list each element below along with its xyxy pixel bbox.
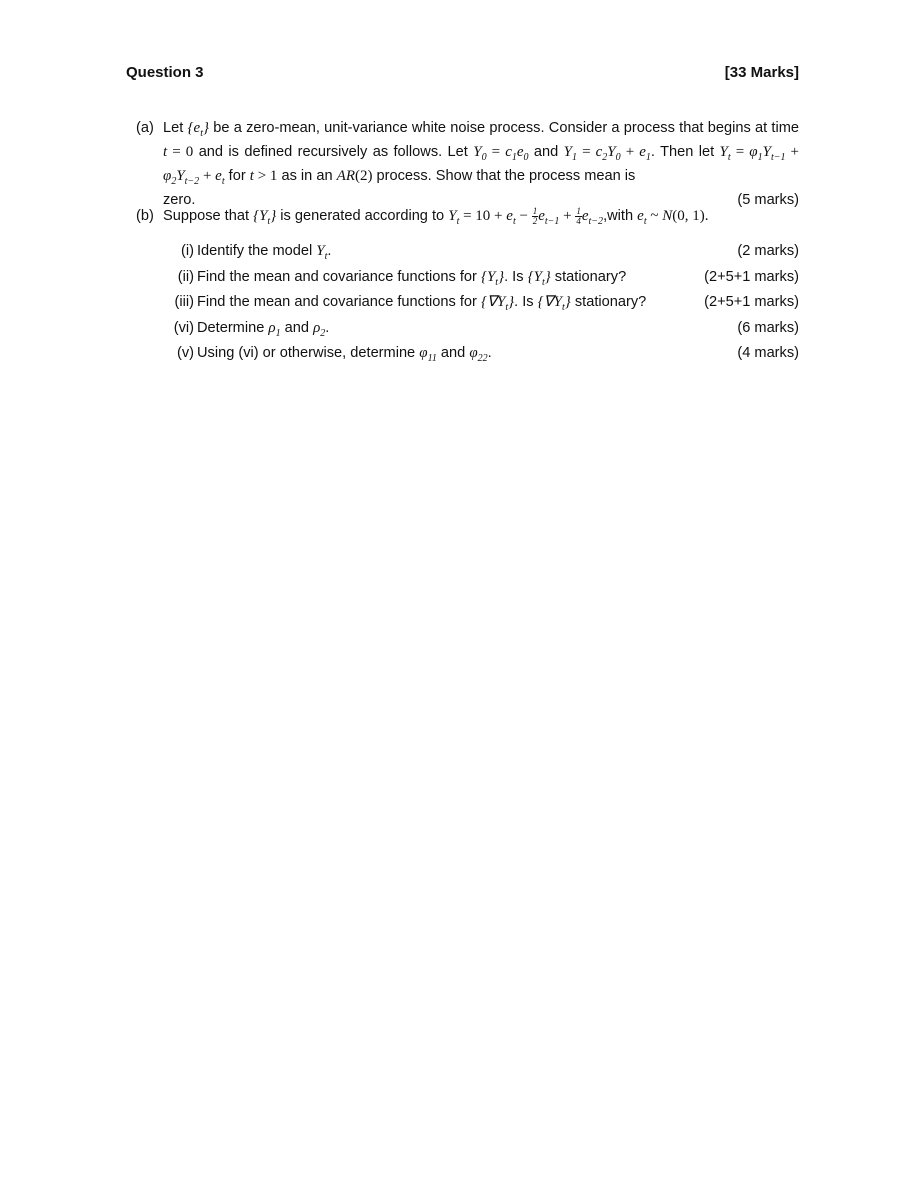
part-b [136, 207, 799, 231]
subpart-ii-marks: (2+5+1 marks) [704, 268, 799, 285]
part-b-subparts [164, 242, 799, 370]
question-total-marks: [33 Marks] [724, 64, 799, 81]
math-t-gt-1: t > 1 [249, 168, 278, 184]
math-ar2-equation: $Y_t = \varphi_1Y_{t-1} + \varphi_2Y_{t-2} + e_t$ [163, 144, 800, 187]
subpart-i: (i) Identify the model $Y_t$. (2 marks) [181, 243, 799, 262]
subpart-v: (v) Using (vi) or otherwise, determine $\varphi_{11}$ and $\varphi_{22}$. (4 marks) [176, 345, 799, 364]
part-b-text: Suppose that $\{Y_t\}$ is generated according to $Y_t = 10 + e_t$ − $\frac{1}{2}$ $e_{t-1}$ + $\frac{1}{4}$ $e_{t-2},with$ $e_t$ ~ N(0, 1). [163, 206, 709, 227]
question-header [126, 64, 799, 84]
subpart-vi-marks: (6 marks) [737, 319, 799, 336]
math-y1: $Y_1 = c_2Y_0 + e_1$ [563, 144, 651, 163]
part-a-marks: (5 marks) [737, 192, 799, 208]
subpart-iii-marks: (2+5+1 marks) [704, 294, 799, 310]
math-noise-set: $\{e_t\}$ [187, 120, 209, 139]
subpart-v-marks: (4 marks) [737, 345, 799, 361]
part-a-label: (a) [136, 120, 154, 136]
math-y0: $Y_0 = c_1e_0$ [473, 144, 529, 163]
subpart-ii: (ii) Find the mean and covariance functions for $\{Y_t\}$. Is $\{Y_t\}$ stationary? (2+5+1 marks) [177, 268, 799, 288]
math-y-set: $\{Y_t\}$ [253, 208, 277, 227]
part-a-text: Let $\{e_t\}$ be a zero-mean, unit-variance white noise process. Consider a process that begins at time t = 0 and is defined recursively as follows. Let $Y_0 = c_1e_0$ and $Y_1 = c_2Y_0 + e_1$. Then let $Y_t = \varphi_1Y_{t-1} + \varphi_2Y_{t-2} + e_t$ for t > 1 as in an AR(2) process. Show that the process mean is zero. (5 marks) [163, 120, 800, 208]
math-ar2: AR(2) [336, 168, 373, 184]
subpart-vi: (vi) Determine $\rho_1$ and $\rho_2$. (6 marks) [173, 319, 799, 339]
math-ma2-equation: $Y_t = 10 + e_t$ − $\frac{1}{2}$ $e_{t-1}$ + $\frac{1}{4}$ $e_{t-2}$ [448, 206, 604, 227]
part-b-label: (b) [136, 208, 154, 224]
question-title: Question 3 [126, 64, 204, 81]
subpart-i-marks: (2 marks) [737, 243, 799, 259]
math-t-zero: t = 0 [163, 144, 194, 160]
part-a-last-word: zero. [163, 192, 196, 208]
math-noise-dist: $e_t$ ~ N(0, 1). [637, 208, 709, 227]
subpart-iii: (iii) Find the mean and covariance functions for $\{\nabla Y_t\}$. Is $\{\nabla Y_t\}$ stationary? (2+5+1 marks) [174, 294, 799, 313]
part-a [136, 119, 799, 210]
